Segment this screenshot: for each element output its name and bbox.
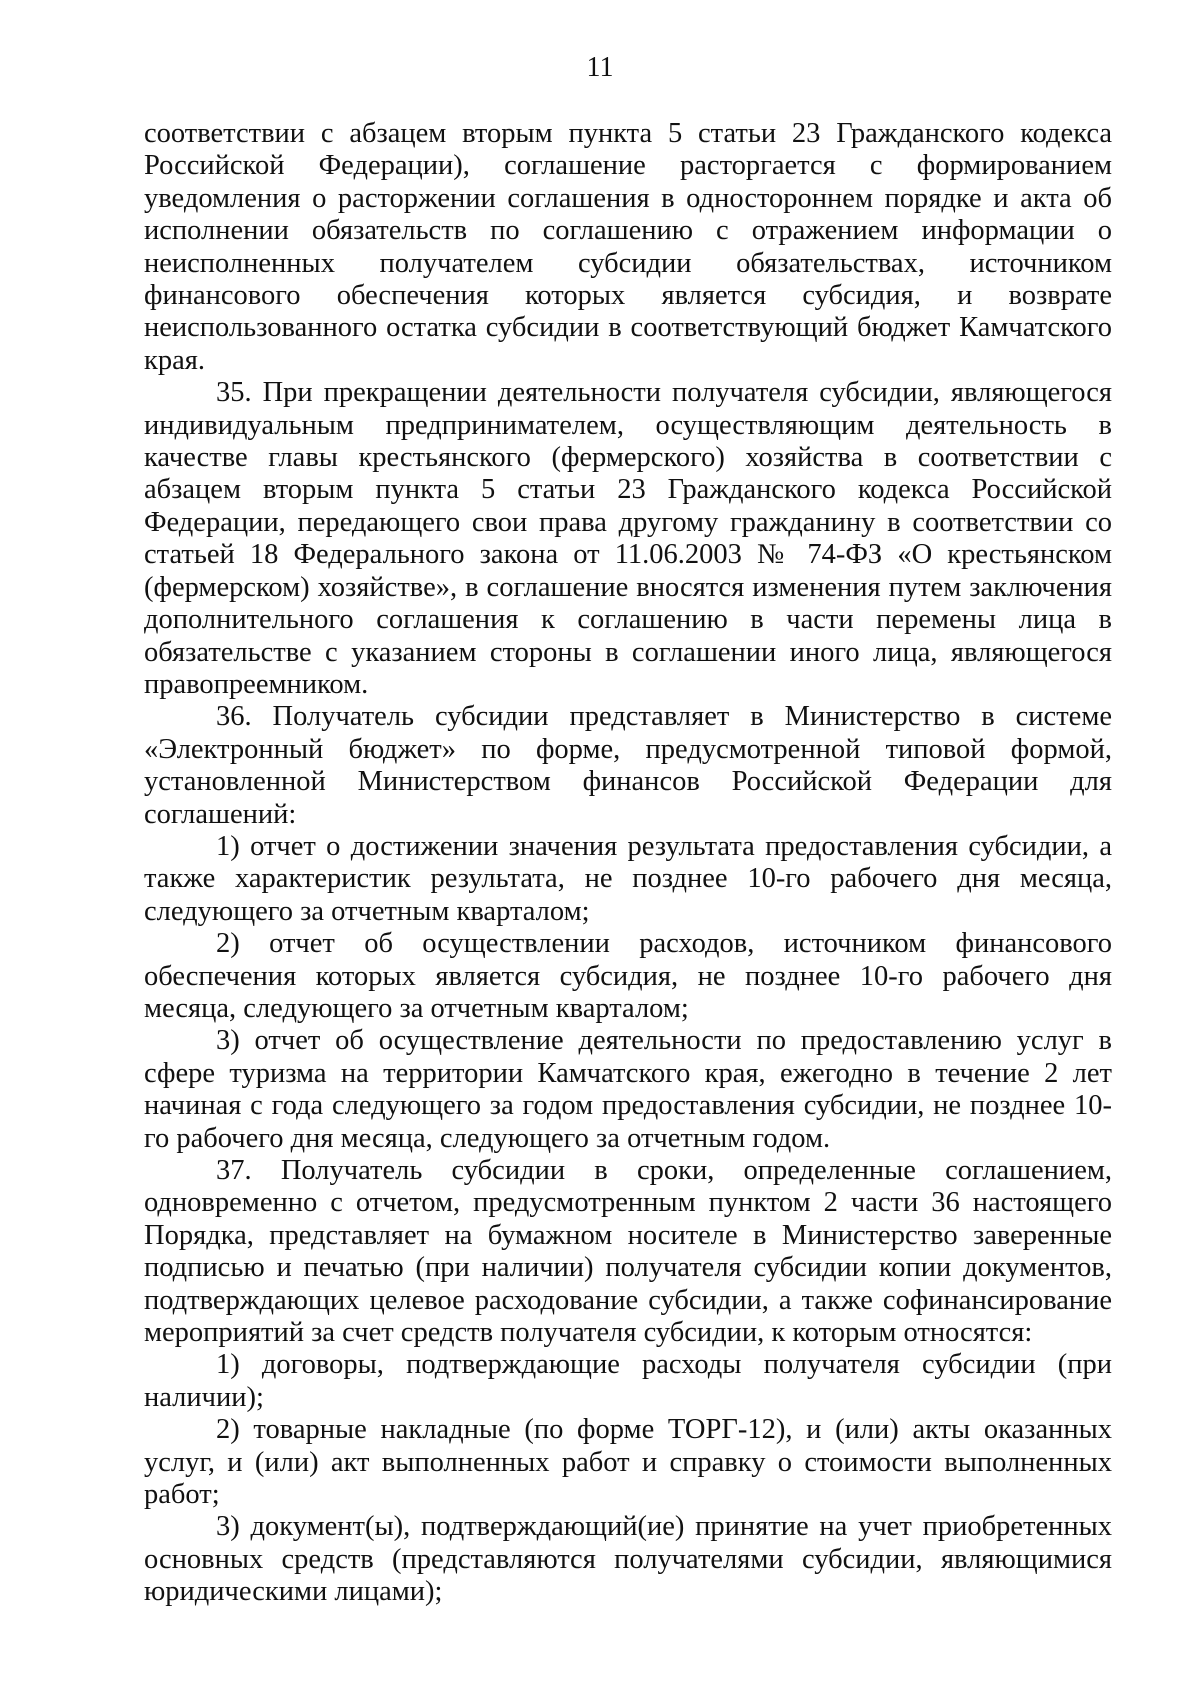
paragraph-item-36-sub-1: 1) отчет о достижении значения результата предоставления субсидии, а также характеристик результата, не позднее 10-го рабочего дня месяца, следующего за отчетным кварталом; xyxy=(144,830,1112,927)
paragraph-item-37-sub-3: 3) документ(ы), подтверждающий(ие) принятие на учет приобретенных основных средств (представляются получателями субсидии, являющимися юридическими лицами); xyxy=(144,1511,1112,1608)
paragraph-item-35: 35. При прекращении деятельности получателя субсидии, являющегося индивидуальным предпринимателем, осуществляющим деятельность в качестве главы крестьянского (фермерского) хозяйства в соответствии с абзацем вторым пункта 5 статьи 23 Гражданского кодекса Российской Федерации, передающего свои права другому гражданину в соответствии со статьей 18 Федерального закона от 11.06.2003 № 74-ФЗ «О крестьянском (фермерском) хозяйстве», в соглашение вносятся изменения путем заключения дополнительного соглашения к соглашению в части перемены лица в обязательстве с указанием стороны в соглашении иного лица, являющегося правопреемником. xyxy=(144,377,1112,700)
paragraph-item-37-sub-2: 2) товарные накладные (по форме ТОРГ-12), и (или) акты оказанных услуг, и (или) акт выполненных работ и справку о стоимости выполненных работ; xyxy=(144,1414,1112,1511)
paragraph-item-37-sub-1: 1) договоры, подтверждающие расходы получателя субсидии (при наличии); xyxy=(144,1349,1112,1413)
page-number: 11 xyxy=(586,52,614,83)
paragraph-item-36-sub-3: 3) отчет об осуществление деятельности по предоставлению услуг в сфере туризма на территории Камчатского края, ежегодно в течение 2 лет начиная с года следующего за годом предоставления субсидии, не позднее 10-го рабочего дня месяца, следующего за отчетным годом. xyxy=(144,1025,1112,1154)
paragraph-item-36-sub-2: 2) отчет об осуществлении расходов, источником финансового обеспечения которых является субсидия, не позднее 10-го рабочего дня месяца, следующего за отчетным кварталом; xyxy=(144,928,1112,1024)
paragraph-continuation: соответствии с абзацем вторым пункта 5 статьи 23 Гражданского кодекса Российской Федерации), соглашение расторгается с формированием уведомления о расторжении соглашения в одностороннем порядке и акта об исполнении обязательств по соглашению с отражением информации о неисполненных получателем субсидии обязательствах, источником финансового обеспечения которых является субсидия, и возврате неиспользованного остатка субсидии в соответствующий бюджет Камчатского края. xyxy=(144,118,1112,376)
paragraph-item-36: 36. Получатель субсидии представляет в Министерство в системе «Электронный бюджет» по форме, предусмотренной типовой формой, установленной Министерством финансов Российской Федерации для соглашений: xyxy=(144,701,1112,830)
paragraph-item-37: 37. Получатель субсидии в сроки, определенные соглашением, одновременно с отчетом, предусмотренным пунктом 2 части 36 настоящего Порядка, представляет на бумажном носителе в Министерство заверенные подписью и печатью (при наличии) получателя субсидии копии документов, подтверждающих целевое расходование субсидии, а также софинансирование мероприятий за счет средств получателя субсидии, к которым относятся: xyxy=(144,1155,1112,1349)
document-body xyxy=(144,118,1112,1609)
